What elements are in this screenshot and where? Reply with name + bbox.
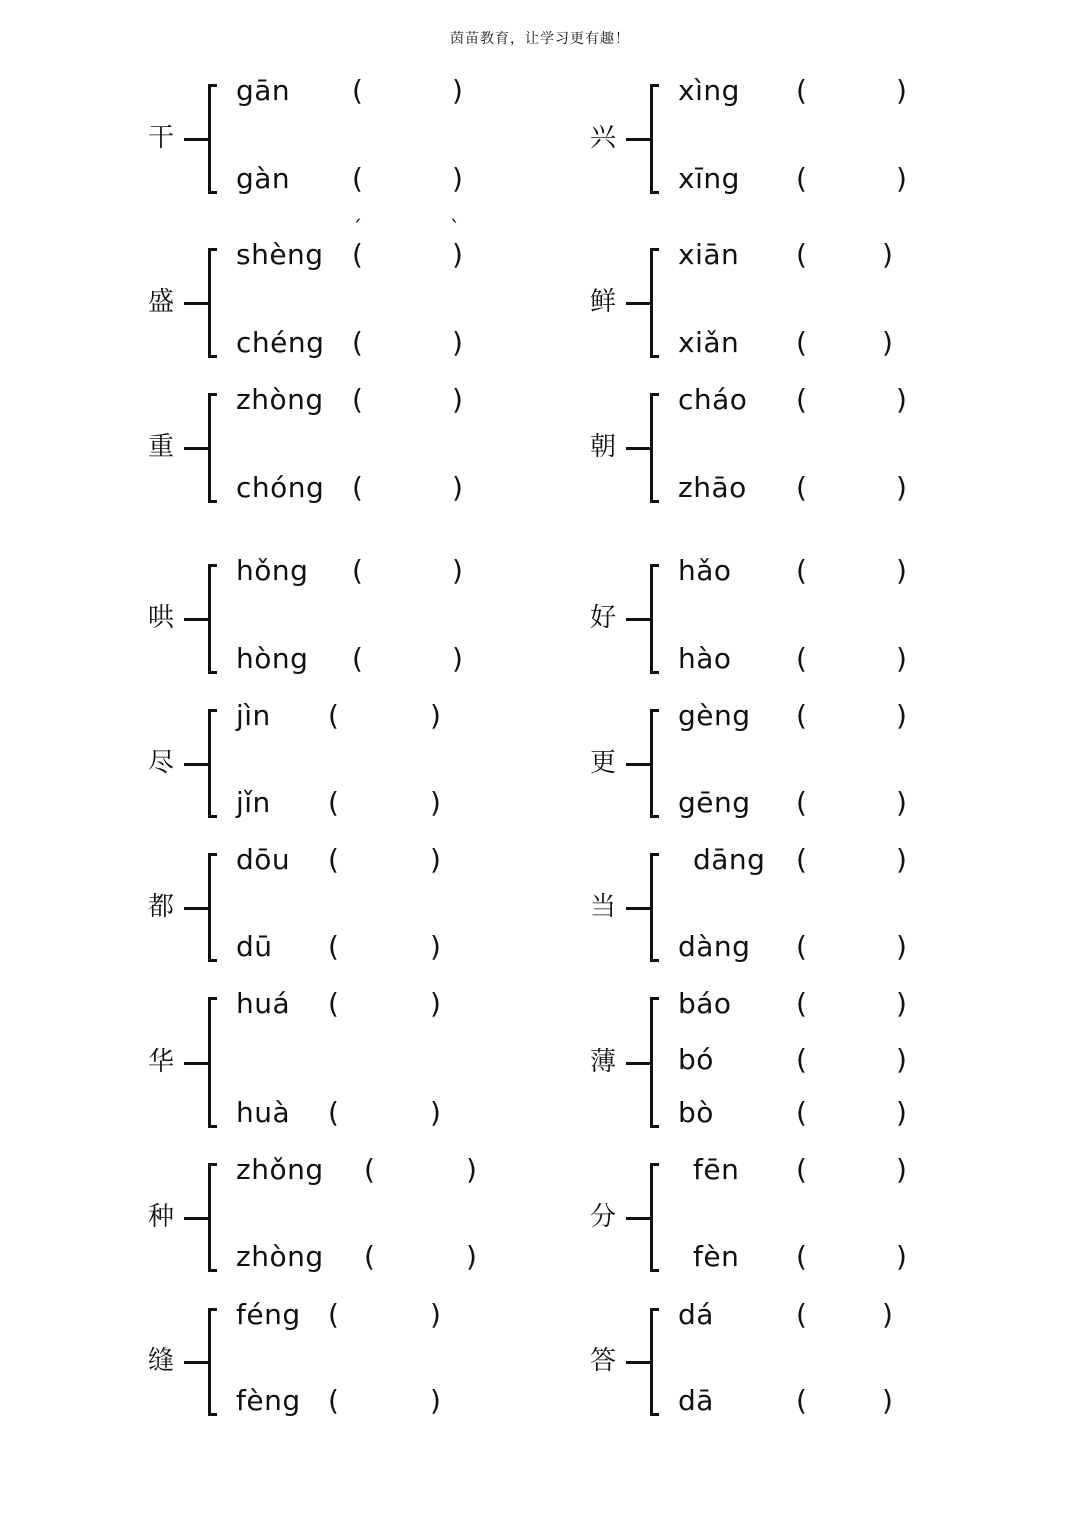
hanzi-character: 缝 — [148, 1346, 175, 1376]
hanzi-character: 分 — [590, 1201, 617, 1232]
brace-stem — [626, 1361, 650, 1364]
pinyin-label: xìng — [678, 74, 740, 107]
brace-stem — [184, 907, 208, 910]
brace-top-tick — [208, 1163, 217, 1166]
hanzi-character: 种 — [148, 1201, 175, 1232]
brace-top-tick — [208, 393, 217, 396]
answer-blank-close-paren: ) — [430, 930, 441, 963]
brace-bottom-tick — [208, 1269, 217, 1272]
pinyin-label: fèng — [236, 1384, 301, 1417]
answer-blank-close-paren: ) — [452, 383, 463, 416]
brace-bottom-tick — [208, 959, 217, 962]
brace-top-tick — [650, 1163, 659, 1166]
brace-stem — [626, 1062, 650, 1065]
brace-line — [208, 248, 211, 358]
answer-blank-close-paren: ) — [452, 471, 463, 504]
pinyin-label: bó — [678, 1043, 714, 1076]
brace-line — [208, 84, 211, 194]
hanzi-character: 兴 — [590, 123, 617, 153]
brace-stem — [184, 1217, 208, 1220]
brace-bottom-tick — [650, 1413, 659, 1416]
answer-blank-close-paren: ) — [430, 1384, 441, 1417]
pinyin-label: zhòng — [236, 1240, 324, 1273]
brace-stem — [626, 138, 650, 141]
stray-tone-mark-left: ˊ — [352, 216, 362, 240]
brace-line — [208, 393, 211, 503]
answer-blank-close-paren: ) — [452, 238, 463, 271]
brace-bottom-tick — [208, 191, 217, 194]
brace-line — [208, 564, 211, 674]
brace-top-tick — [208, 709, 217, 712]
answer-blank-close-paren: ) — [430, 987, 441, 1020]
answer-blank-close-paren: ) — [882, 1384, 893, 1417]
answer-blank-open-paren: ( — [352, 238, 363, 271]
answer-blank-open-paren: ( — [352, 554, 363, 587]
brace-top-tick — [650, 853, 659, 856]
brace-top-tick — [650, 997, 659, 1000]
hanzi-character: 哄 — [148, 603, 175, 633]
brace-bottom-tick — [650, 191, 659, 194]
answer-blank-open-paren: ( — [328, 1384, 339, 1417]
brace-top-tick — [650, 248, 659, 251]
pinyin-label: fèn — [693, 1240, 740, 1273]
pinyin-label: hòng — [236, 642, 309, 675]
brace-stem — [184, 763, 208, 766]
answer-blank-open-paren: ( — [352, 471, 363, 504]
brace-stem — [626, 763, 650, 766]
hanzi-character: 盛 — [148, 287, 175, 317]
pinyin-label: dōu — [236, 843, 291, 876]
answer-blank-close-paren: ) — [452, 162, 463, 195]
answer-blank-open-paren: ( — [796, 471, 807, 504]
answer-blank-open-paren: ( — [796, 699, 807, 732]
answer-blank-close-paren: ) — [430, 1096, 441, 1129]
answer-blank-close-paren: ) — [896, 699, 907, 732]
hanzi-character: 干 — [148, 123, 175, 153]
pinyin-label: xiǎn — [678, 326, 740, 359]
brace-line — [650, 709, 653, 818]
hanzi-character: 更 — [590, 747, 617, 778]
answer-blank-open-paren: ( — [328, 930, 339, 963]
pinyin-label: huà — [236, 1096, 291, 1129]
pinyin-label: xīng — [678, 162, 740, 195]
brace-stem — [626, 618, 650, 621]
answer-blank-close-paren: ) — [452, 74, 463, 107]
answer-blank-open-paren: ( — [328, 1096, 339, 1129]
brace-bottom-tick — [650, 959, 659, 962]
answer-blank-open-paren: ( — [364, 1240, 375, 1273]
hanzi-character: 华 — [148, 1046, 175, 1077]
answer-blank-open-paren: ( — [796, 1240, 807, 1273]
pinyin-label: féng — [236, 1298, 301, 1331]
answer-blank-close-paren: ) — [896, 1240, 907, 1273]
brace-stem — [626, 907, 650, 910]
answer-blank-open-paren: ( — [352, 383, 363, 416]
answer-blank-open-paren: ( — [796, 238, 807, 271]
hanzi-character: 尽 — [148, 747, 175, 778]
answer-blank-close-paren: ) — [896, 786, 907, 819]
brace-bottom-tick — [650, 355, 659, 358]
hanzi-character: 重 — [148, 432, 175, 462]
pinyin-label: gàn — [236, 162, 291, 195]
brace-top-tick — [650, 709, 659, 712]
answer-blank-close-paren: ) — [896, 843, 907, 876]
answer-blank-close-paren: ) — [430, 699, 441, 732]
answer-blank-open-paren: ( — [796, 1153, 807, 1186]
answer-blank-open-paren: ( — [352, 642, 363, 675]
answer-blank-open-paren: ( — [352, 74, 363, 107]
brace-top-tick — [208, 853, 217, 856]
answer-blank-open-paren: ( — [796, 74, 807, 107]
brace-line — [650, 853, 653, 962]
brace-stem — [184, 447, 208, 450]
answer-blank-close-paren: ) — [430, 1298, 441, 1331]
answer-blank-open-paren: ( — [796, 383, 807, 416]
answer-blank-close-paren: ) — [896, 987, 907, 1020]
brace-stem — [184, 1361, 208, 1364]
brace-stem — [184, 1062, 208, 1065]
brace-line — [650, 1163, 653, 1272]
pinyin-label: jǐn — [236, 786, 271, 819]
pinyin-label: huá — [236, 987, 291, 1020]
brace-line — [650, 564, 653, 674]
answer-blank-close-paren: ) — [896, 383, 907, 416]
answer-blank-open-paren: ( — [796, 1096, 807, 1129]
page-header: 茵苗教育，让学习更有趣！ — [450, 31, 630, 47]
answer-blank-open-paren: ( — [796, 987, 807, 1020]
brace-stem — [184, 618, 208, 621]
brace-bottom-tick — [208, 1413, 217, 1416]
brace-line — [650, 393, 653, 503]
pinyin-label: zhǒng — [236, 1153, 324, 1186]
brace-top-tick — [208, 84, 217, 87]
answer-blank-open-paren: ( — [328, 987, 339, 1020]
answer-blank-open-paren: ( — [796, 843, 807, 876]
answer-blank-close-paren: ) — [896, 1153, 907, 1186]
brace-bottom-tick — [650, 500, 659, 503]
pinyin-label: chóng — [236, 471, 325, 504]
brace-bottom-tick — [650, 1269, 659, 1272]
brace-stem — [626, 302, 650, 305]
answer-blank-open-paren: ( — [796, 642, 807, 675]
pinyin-label: chéng — [236, 326, 325, 359]
hanzi-character: 好 — [590, 603, 617, 633]
brace-line — [208, 1308, 211, 1416]
answer-blank-close-paren: ) — [896, 554, 907, 587]
pinyin-label: dū — [236, 930, 273, 963]
pinyin-label: gān — [236, 74, 291, 107]
pinyin-label: fēn — [693, 1153, 740, 1186]
brace-line — [650, 248, 653, 358]
brace-bottom-tick — [208, 355, 217, 358]
answer-blank-open-paren: ( — [352, 326, 363, 359]
brace-top-tick — [208, 564, 217, 567]
brace-top-tick — [208, 248, 217, 251]
brace-stem — [626, 1217, 650, 1220]
answer-blank-open-paren: ( — [796, 1384, 807, 1417]
answer-blank-open-paren: ( — [328, 843, 339, 876]
answer-blank-open-paren: ( — [796, 1043, 807, 1076]
answer-blank-close-paren: ) — [882, 326, 893, 359]
brace-bottom-tick — [650, 1125, 659, 1128]
answer-blank-open-paren: ( — [364, 1153, 375, 1186]
answer-blank-open-paren: ( — [328, 699, 339, 732]
brace-bottom-tick — [208, 1125, 217, 1128]
hanzi-character: 当 — [590, 891, 617, 922]
answer-blank-close-paren: ) — [466, 1240, 477, 1273]
pinyin-label: dā — [678, 1384, 714, 1417]
answer-blank-close-paren: ) — [896, 930, 907, 963]
hanzi-character: 答 — [590, 1346, 617, 1376]
answer-blank-open-paren: ( — [796, 326, 807, 359]
brace-line — [650, 84, 653, 194]
answer-blank-open-paren: ( — [796, 554, 807, 587]
answer-blank-close-paren: ) — [430, 786, 441, 819]
brace-line — [208, 1163, 211, 1272]
answer-blank-close-paren: ) — [896, 1043, 907, 1076]
answer-blank-close-paren: ) — [452, 326, 463, 359]
brace-top-tick — [208, 997, 217, 1000]
brace-line — [208, 997, 211, 1128]
answer-blank-open-paren: ( — [328, 786, 339, 819]
brace-line — [650, 1308, 653, 1416]
pinyin-label: hǒng — [236, 554, 309, 587]
brace-line — [208, 853, 211, 962]
pinyin-label: jìn — [236, 699, 271, 732]
answer-blank-close-paren: ) — [896, 471, 907, 504]
hanzi-character: 朝 — [590, 432, 617, 462]
stray-tone-mark-right: ˋ — [450, 216, 460, 240]
brace-stem — [626, 447, 650, 450]
pinyin-label: gèng — [678, 699, 751, 732]
brace-stem — [184, 138, 208, 141]
pinyin-label: bò — [678, 1096, 714, 1129]
brace-bottom-tick — [208, 500, 217, 503]
answer-blank-close-paren: ) — [896, 162, 907, 195]
pinyin-label: gēng — [678, 786, 751, 819]
pinyin-label: báo — [678, 987, 732, 1020]
brace-top-tick — [650, 1308, 659, 1311]
hanzi-character: 薄 — [590, 1046, 617, 1077]
answer-blank-open-paren: ( — [796, 162, 807, 195]
pinyin-label: dàng — [678, 930, 751, 963]
answer-blank-open-paren: ( — [352, 162, 363, 195]
hanzi-character: 鲜 — [590, 287, 617, 317]
pinyin-label: shèng — [236, 238, 324, 271]
answer-blank-open-paren: ( — [796, 930, 807, 963]
brace-top-tick — [650, 393, 659, 396]
answer-blank-close-paren: ) — [882, 238, 893, 271]
hanzi-character: 都 — [148, 891, 175, 922]
pinyin-label: zhāo — [678, 471, 747, 504]
pinyin-label: hǎo — [678, 554, 732, 587]
brace-bottom-tick — [208, 671, 217, 674]
pinyin-label: cháo — [678, 383, 748, 416]
pinyin-label: hào — [678, 642, 732, 675]
answer-blank-close-paren: ) — [430, 843, 441, 876]
answer-blank-close-paren: ) — [452, 642, 463, 675]
answer-blank-close-paren: ) — [466, 1153, 477, 1186]
brace-bottom-tick — [650, 815, 659, 818]
answer-blank-close-paren: ) — [452, 554, 463, 587]
brace-top-tick — [208, 1308, 217, 1311]
answer-blank-open-paren: ( — [796, 786, 807, 819]
answer-blank-open-paren: ( — [796, 1298, 807, 1331]
answer-blank-close-paren: ) — [896, 1096, 907, 1129]
pinyin-label: zhòng — [236, 383, 324, 416]
brace-line — [650, 997, 653, 1128]
brace-stem — [184, 302, 208, 305]
brace-top-tick — [650, 84, 659, 87]
brace-line — [208, 709, 211, 818]
brace-bottom-tick — [650, 671, 659, 674]
answer-blank-close-paren: ) — [882, 1298, 893, 1331]
pinyin-label: dāng — [693, 843, 766, 876]
brace-bottom-tick — [208, 815, 217, 818]
answer-blank-open-paren: ( — [328, 1298, 339, 1331]
pinyin-label: dá — [678, 1298, 714, 1331]
brace-top-tick — [650, 564, 659, 567]
pinyin-label: xiān — [678, 238, 740, 271]
answer-blank-close-paren: ) — [896, 642, 907, 675]
answer-blank-close-paren: ) — [896, 74, 907, 107]
